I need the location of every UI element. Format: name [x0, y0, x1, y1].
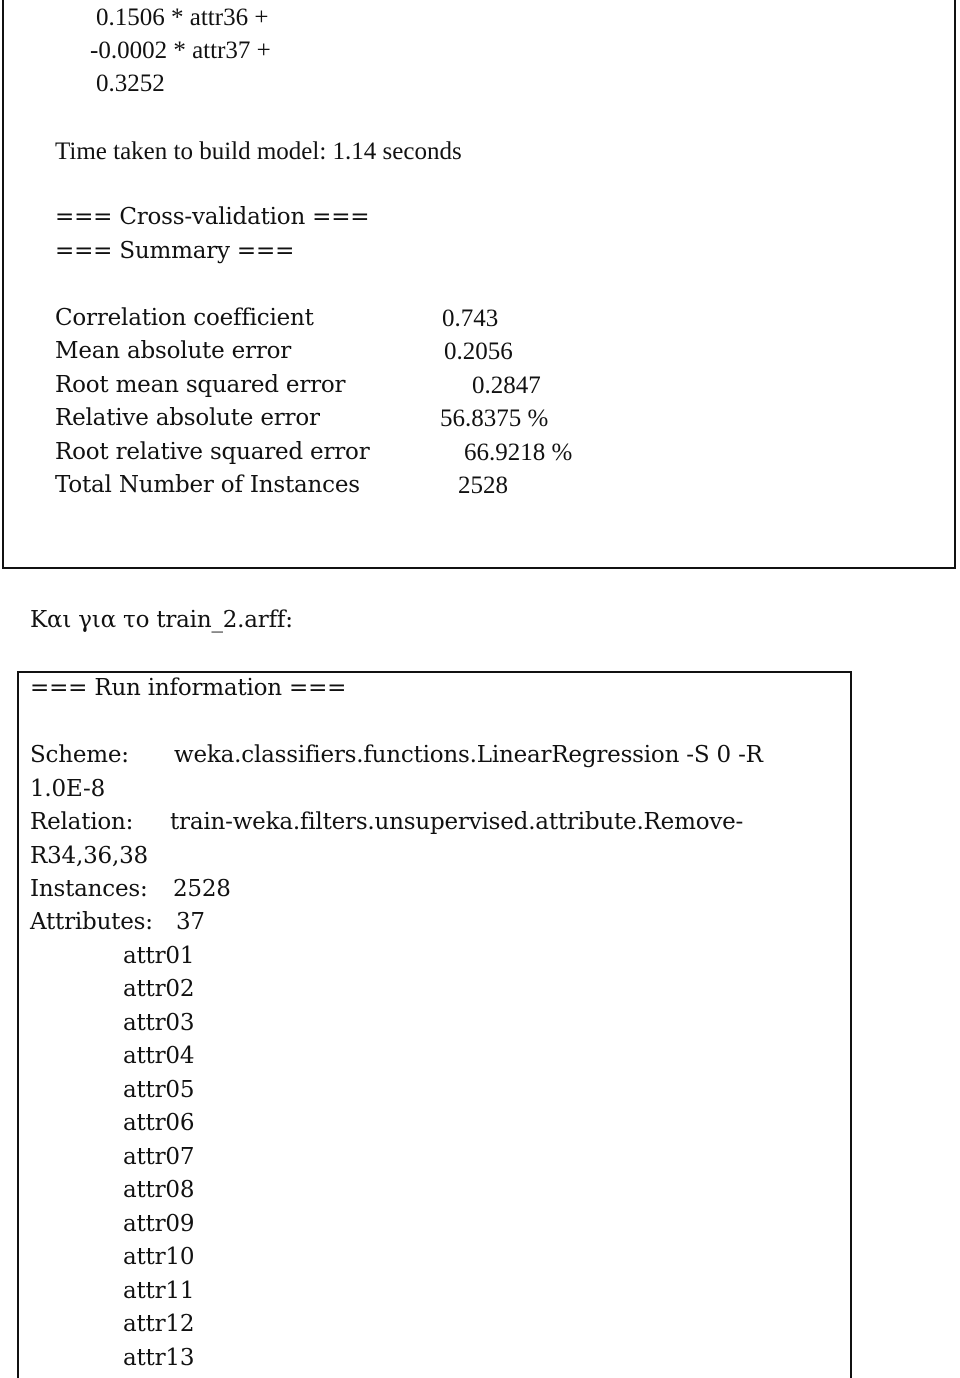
coef-line-3: 0.3252: [96, 70, 165, 97]
attribute-item: attr04: [123, 1043, 195, 1069]
coef-line-2: -0.0002 * attr37 +: [90, 37, 271, 64]
caption: Και για το train_2.arff:: [30, 607, 293, 633]
summary-value: 2528: [458, 472, 508, 499]
relation-cont: R34,36,38: [30, 843, 148, 869]
summary-label: Relative absolute error: [55, 405, 320, 431]
attributes-value: 37: [176, 909, 205, 935]
scheme-value: weka.classifiers.functions.LinearRegression -S 0 -R: [174, 742, 763, 768]
summary-label: Root relative squared error: [55, 439, 370, 465]
run-header: === Run information ===: [30, 675, 347, 701]
summary-label: Total Number of Instances: [55, 472, 360, 498]
attribute-item: attr13: [123, 1345, 195, 1371]
instances-value: 2528: [173, 876, 231, 902]
time-taken: Time taken to build model: 1.14 seconds: [55, 138, 462, 165]
summary-value: 66.9218 %: [464, 439, 573, 466]
scheme-cont: 1.0E-8: [30, 776, 105, 802]
summary-label: Correlation coefficient: [55, 305, 314, 331]
attribute-item: attr01: [123, 943, 195, 969]
summary-value: 0.743: [442, 305, 499, 332]
summary-value: 0.2056: [444, 338, 513, 365]
coef-line-1: 0.1506 * attr36 +: [96, 4, 269, 31]
cv-header: === Cross-validation ===: [55, 204, 370, 230]
attribute-item: attr03: [123, 1010, 195, 1036]
summary-label: Mean absolute error: [55, 338, 292, 364]
instances-label: Instances:: [30, 876, 148, 902]
attribute-item: attr12: [123, 1311, 195, 1337]
summary-value: 56.8375 %: [440, 405, 549, 432]
attribute-item: attr08: [123, 1177, 195, 1203]
attribute-item: attr09: [123, 1211, 195, 1237]
summary-value: 0.2847: [472, 372, 541, 399]
attribute-item: attr06: [123, 1110, 195, 1136]
attribute-item: attr05: [123, 1077, 195, 1103]
summary-label: Root mean squared error: [55, 372, 346, 398]
attribute-item: attr10: [123, 1244, 195, 1270]
attribute-item: attr07: [123, 1144, 195, 1170]
relation-label: Relation:: [30, 809, 134, 835]
attributes-label: Attributes:: [30, 909, 153, 935]
scheme-label: Scheme:: [30, 742, 129, 768]
summary-header: === Summary ===: [55, 238, 295, 264]
relation-value: train-weka.filters.unsupervised.attribute.Remove-: [170, 809, 744, 835]
attribute-item: attr11: [123, 1278, 195, 1304]
attribute-item: attr02: [123, 976, 195, 1002]
